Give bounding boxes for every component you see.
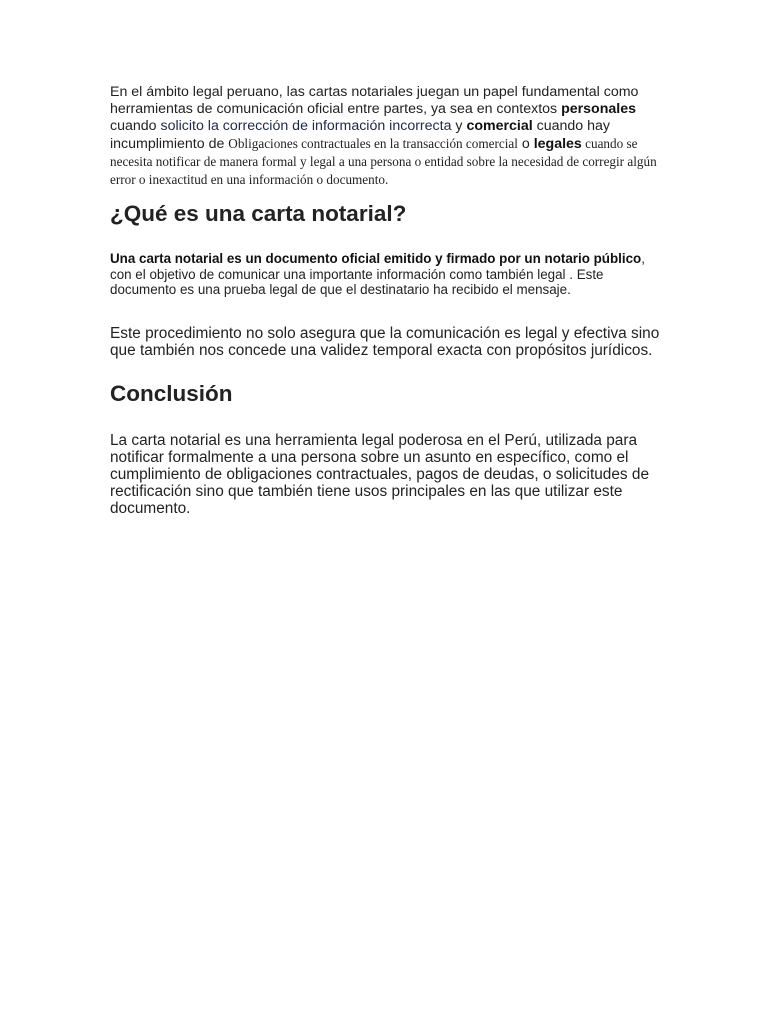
definition-paragraph — [110, 251, 662, 298]
intro-text-6: Obligaciones contractuales en la transacción comercial — [228, 136, 518, 151]
intro-legales: legales — [533, 136, 582, 152]
procedure-paragraph: Este procedimiento no solo asegura que la comunicación es legal y efectiva sino que también nos concede una validez temporal exacta con propósitos jurídicos. — [110, 324, 660, 359]
intro-comercial: comercial — [466, 118, 533, 134]
intro-text-7: o — [517, 136, 534, 152]
intro-paragraph — [110, 84, 662, 189]
definition-rest: , con el objetivo de comunicar una importante información como también legal . Este documento es una prueba legal de que el destinatario ha recibido el mensaje. — [110, 251, 645, 297]
intro-text-4: y — [451, 118, 467, 134]
document-page — [110, 84, 662, 518]
intro-text-3: solicito la corrección de información incorrecta — [160, 118, 452, 134]
intro-text-2: cuando — [110, 118, 161, 134]
intro-text-8: cuando se necesita notificar de manera formal y legal a una persona o entidad sobre la necesidad de corregir algún error o inexactitud en una información o documento. — [110, 136, 657, 187]
section-heading-what-is: ¿Qué es una carta notarial? — [110, 201, 407, 226]
conclusion-paragraph: La carta notarial es una herramienta legal poderosa en el Perú, utilizada para notificar formalmente a una persona sobre un asunto en específico, como el cumplimiento de obligaciones contractuales, pagos de deudas, o solicitudes de rectificación sino que también tiene usos principales en las que utilizar este documento. — [110, 431, 650, 518]
section-heading-conclusion: Conclusión — [110, 380, 233, 406]
intro-personales: personales — [561, 101, 637, 117]
intro-text-5: cuando hay incumplimiento de — [110, 118, 611, 152]
intro-text-1: En el ámbito legal peruano, las cartas notariales juegan un papel fundamental como herramientas de comunicación oficial entre partes, ya sea en contextos — [110, 84, 639, 117]
definition-bold: Una carta notarial es un documento oficial emitido y firmado por un notario público — [110, 251, 642, 266]
